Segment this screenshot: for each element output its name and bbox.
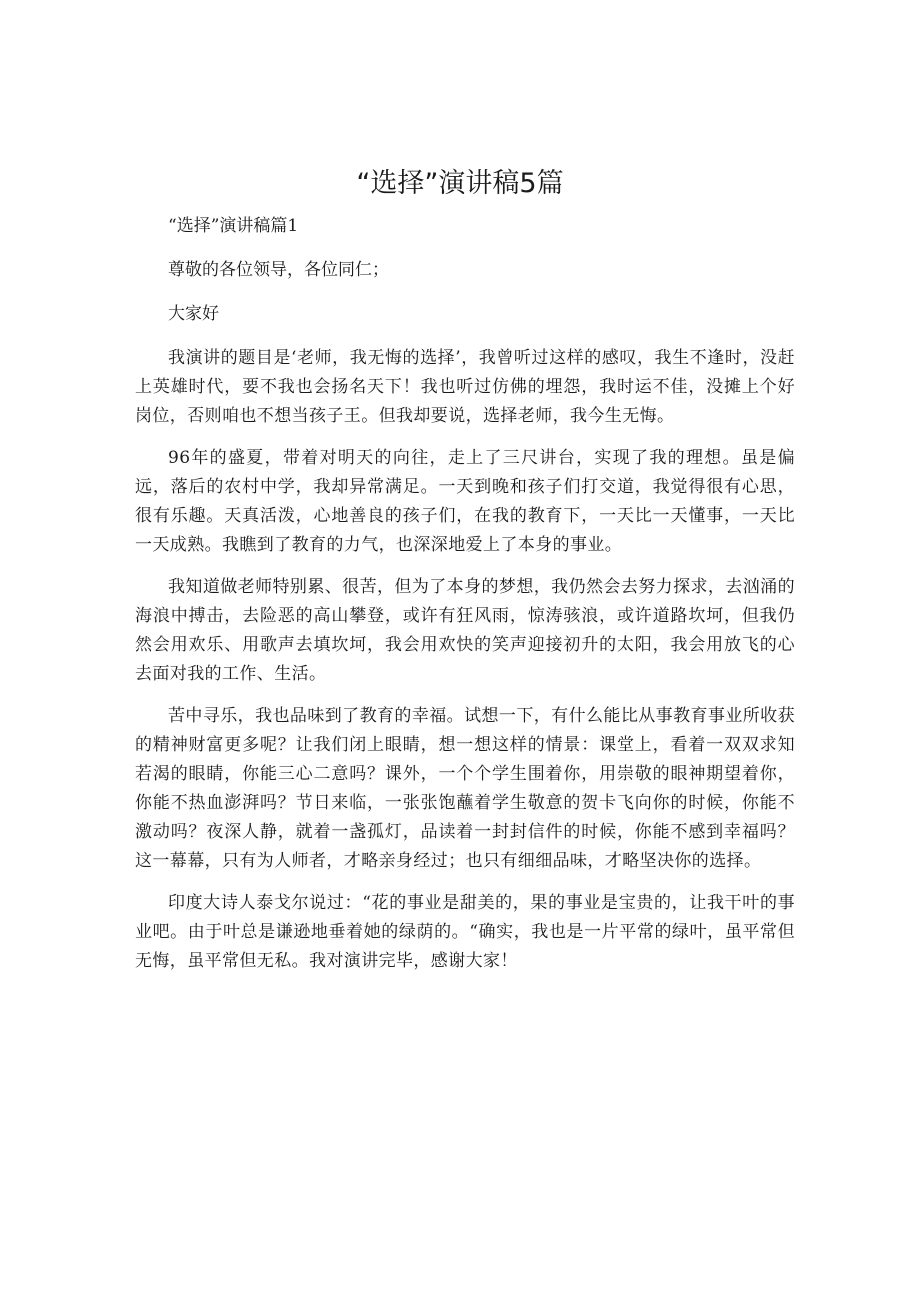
hello-line: 大家好 [168, 304, 219, 324]
body-paragraph: 我知道做老师特别累、很苦，但为了本身的梦想，我仍然会去努力探求，去汹涌的海浪中搏击，去险恶的高山攀登，或许有狂风雨，惊涛骇浪，或许道路坎坷，但我仍然会用欢乐、用歌声去填坎坷，我会用欢快的笑声迎接初升的太阳，我会用放飞的心去面对我的工作、生活。 [135, 577, 795, 684]
document-body [135, 212, 795, 989]
body-paragraph: 96年的盛夏，带着对明天的向往，走上了三尺讲台，实现了我的理想。虽是偏远，落后的农村中学，我却异常满足。一天到晚和孩子们打交道，我觉得很有心思，很有乐趣。天真活泼，心地善良的孩子们，在我的教育下，一天比一天懂事，一天比一天成熟。我瞧到了教育的力气，也深深地爱上了本身的事业。 [135, 448, 795, 555]
body-paragraph: 印度大诗人泰戈尔说过：“花的事业是甜美的，果的事业是宝贵的，让我干叶的事业吧。由于叶总是谦逊地垂着她的绿荫的。“确实，我也是一片平常的绿叶，虽平常但无悔，虽平常但无私。我对演讲完毕，感谢大家！ [135, 893, 795, 971]
speech-subtitle: “选择”演讲稿篇1 [168, 216, 299, 236]
greeting-line: 尊敬的各位领导，各位同仁； [168, 260, 389, 280]
document-title: “选择”演讲稿5篇 [356, 168, 564, 199]
body-paragraph: 苦中寻乐，我也品味到了教育的幸福。试想一下，有什么能比从事教育事业所收获的精神财富更多呢？让我们闭上眼睛，想一想这样的情景：课堂上，看着一双双求知若渴的眼睛，你能三心二意吗？课外，一个个学生围着你，用崇敬的眼神期望着你，你能不热血澎湃吗？节日来临，一张张饱蘸着学生敬意的贺卡飞向你的时候，你能不激动吗？夜深人静，就着一盏孤灯，品读着一封封信件的时候，你能不感到幸福吗？这一幕幕，只有为人师者，才略亲身经过；也只有细细品味，才略坚决你的选择。 [135, 706, 795, 871]
body-paragraph: 我演讲的题目是‘老师，我无悔的选择’，我曾听过这样的感叹，我生不逢时，没赶上英雄时代，要不我也会扬名天下！我也听过仿佛的埋怨，我时运不佳，没摊上个好岗位，否则咱也不想当孩子王。但我却要说，选择老师，我今生无悔。 [135, 348, 795, 426]
